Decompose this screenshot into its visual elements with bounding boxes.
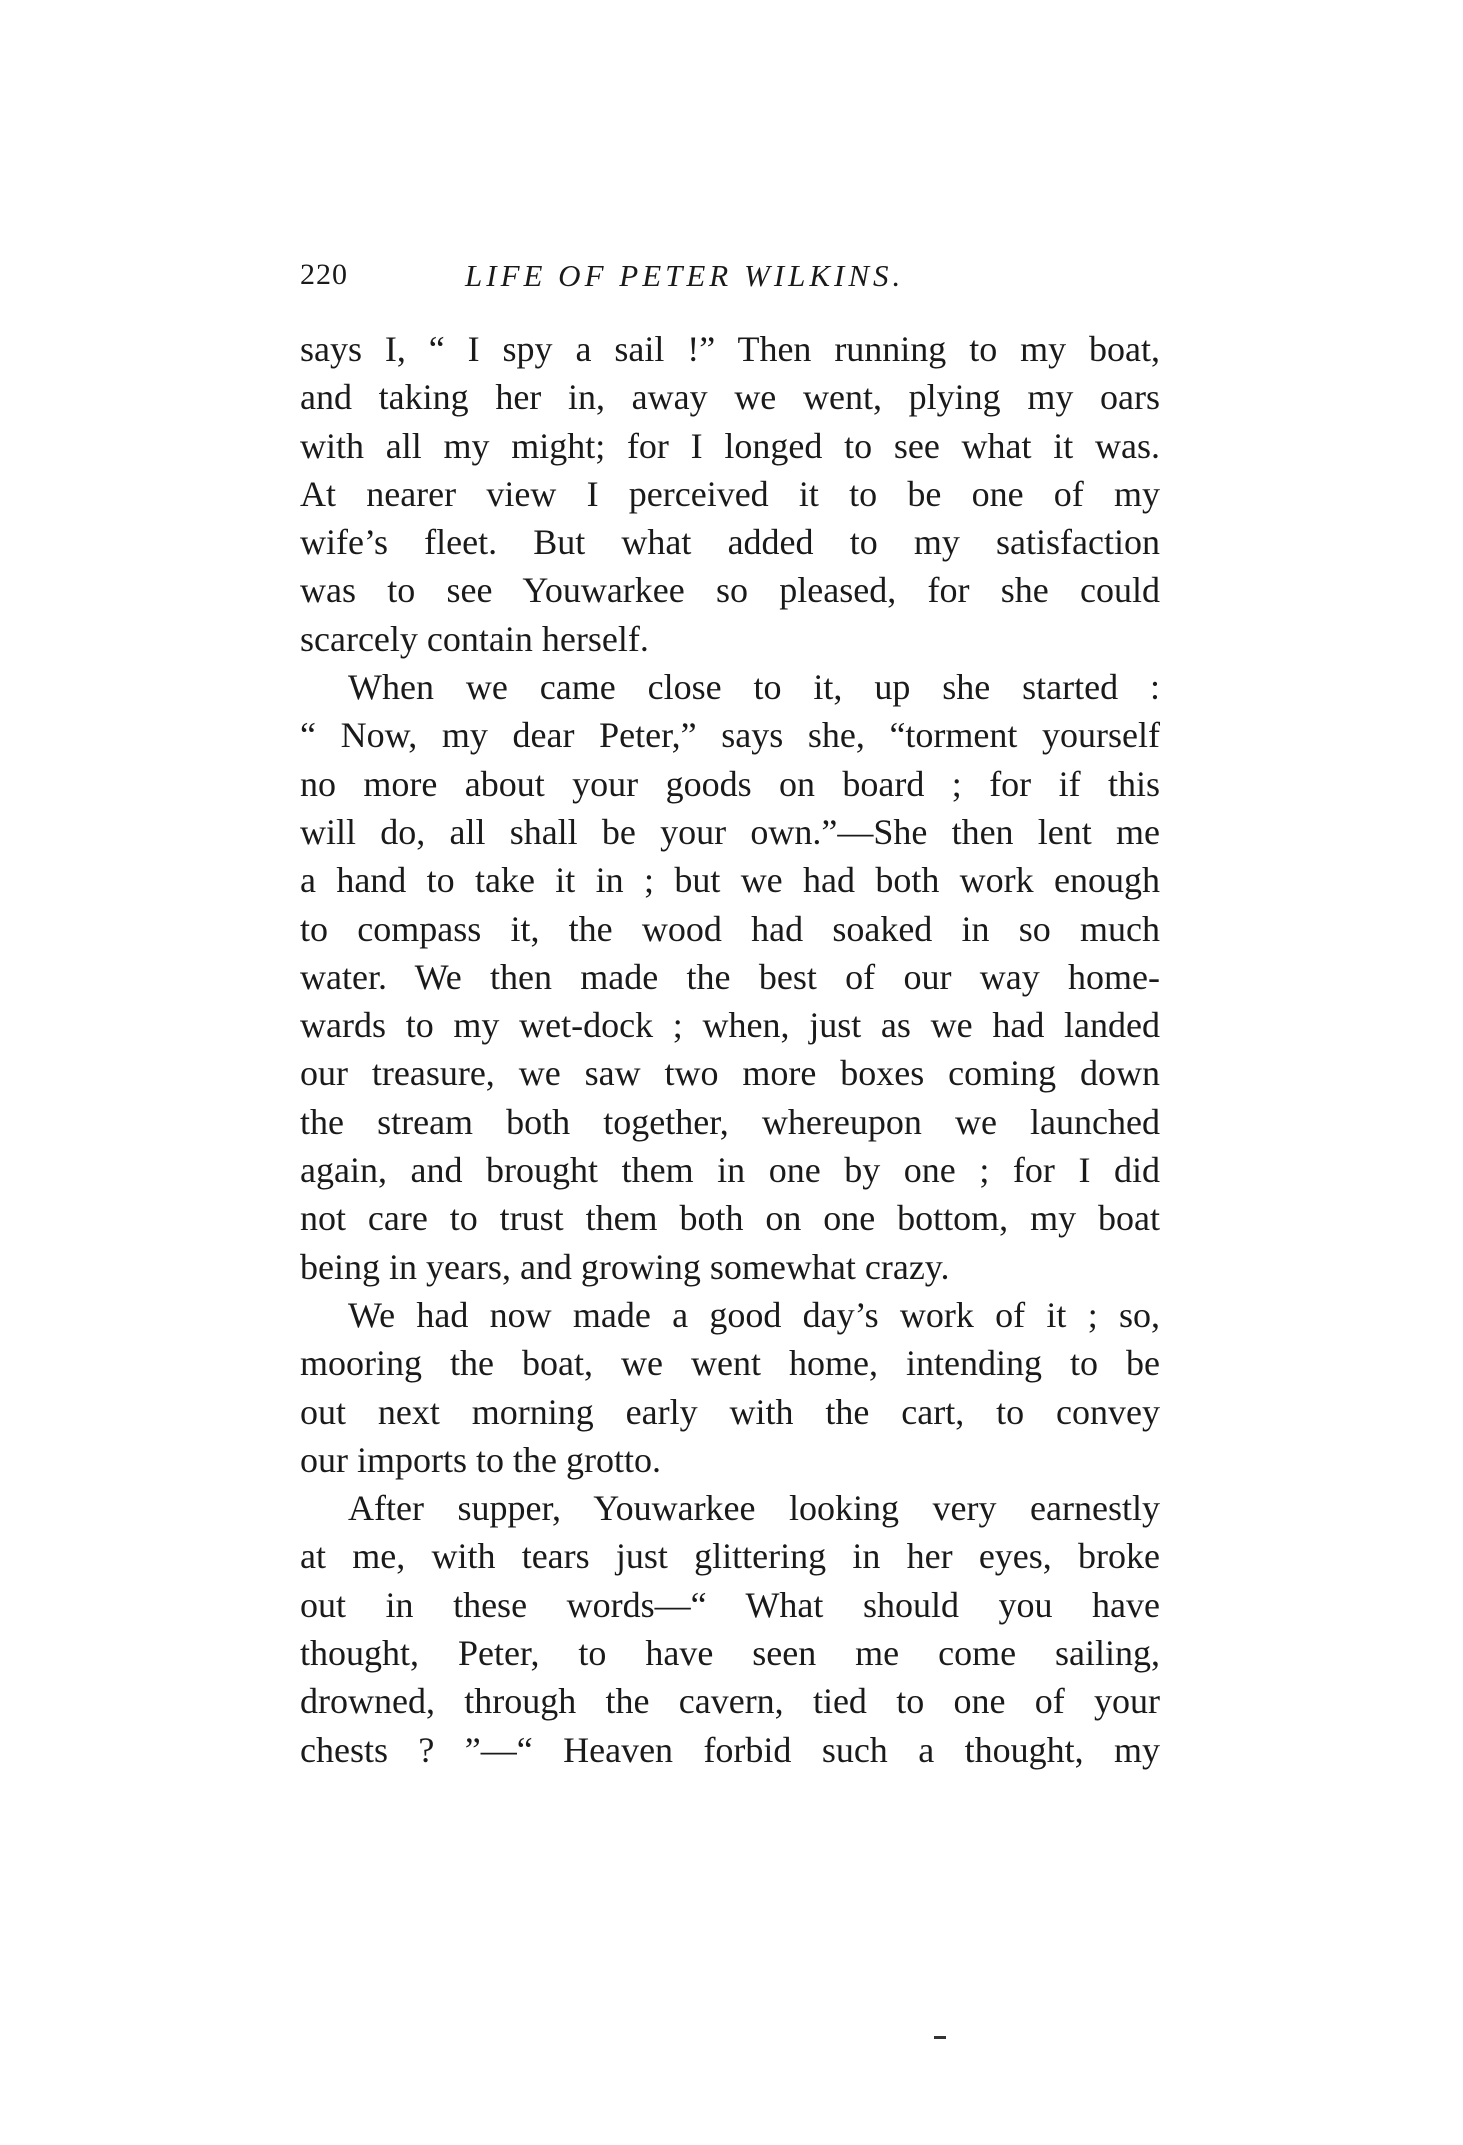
text-line: thought, Peter, to have seen me come sailing, — [300, 1633, 1160, 1674]
text-line: at me, with tears just glittering in her eyes, broke — [300, 1536, 1160, 1577]
body-text — [300, 325, 1160, 1774]
text-line: no more about your goods on board ; for if this — [300, 763, 1160, 804]
text-line: When we came close to it, up she started : — [348, 667, 1160, 708]
text-line: will do, all shall be your own.”—She then lent me — [300, 811, 1160, 852]
paragraph-2 — [300, 663, 1160, 1291]
text-line: was to see Youwarkee so pleased, for she could — [300, 570, 1160, 611]
text-line: mooring the boat, we went home, intending to be — [300, 1343, 1160, 1384]
text-line: and taking her in, away we went, plying my oars — [300, 377, 1160, 418]
running-title: LIFE OF PETER WILKINS. — [465, 258, 905, 293]
text-line: water. We then made the best of our way home- — [300, 956, 1160, 997]
text-line: the stream both together, whereupon we launched — [300, 1101, 1160, 1142]
paragraph-3 — [300, 1291, 1160, 1484]
text-line: out next morning early with the cart, to convey — [300, 1391, 1160, 1432]
paragraph-1 — [300, 325, 1160, 663]
text-line: with all my might; for I longed to see what it was. — [300, 425, 1160, 466]
text-line: scarcely contain herself. — [300, 618, 649, 659]
text-line: not care to trust them both on one bottom, my boat — [300, 1198, 1160, 1239]
page-number: 220 — [300, 258, 348, 291]
text-line: out in these words—“ What should you have — [300, 1584, 1160, 1625]
text-line: being in years, and growing somewhat crazy. — [300, 1246, 950, 1287]
text-line: our imports to the grotto. — [300, 1439, 661, 1480]
text-line: chests ? ”—“ Heaven forbid such a thought, my — [300, 1729, 1160, 1770]
text-line: our treasure, we saw two more boxes coming down — [300, 1053, 1160, 1094]
text-line: a hand to take it in ; but we had both work enough — [300, 860, 1160, 901]
text-line: After supper, Youwarkee looking very earnestly — [348, 1488, 1160, 1529]
page-header — [300, 258, 1160, 298]
text-line: to compass it, the wood had soaked in so much — [300, 908, 1160, 949]
text-line: says I, “ I spy a sail !” Then running to my boat, — [300, 329, 1160, 369]
text-line: wife’s fleet. But what added to my satisfaction — [300, 522, 1160, 563]
paragraph-4 — [300, 1484, 1160, 1774]
text-line: “ Now, my dear Peter,” says she, “torment yourself — [300, 715, 1160, 756]
printer-mark — [934, 2036, 946, 2039]
text-line: again, and brought them in one by one ; for I did — [300, 1150, 1160, 1191]
text-line: wards to my wet-dock ; when, just as we had landed — [300, 1005, 1160, 1046]
text-line: drowned, through the cavern, tied to one of your — [300, 1681, 1160, 1722]
text-line: We had now made a good day’s work of it ; so, — [348, 1294, 1160, 1335]
text-line: At nearer view I perceived it to be one of my — [300, 473, 1160, 514]
